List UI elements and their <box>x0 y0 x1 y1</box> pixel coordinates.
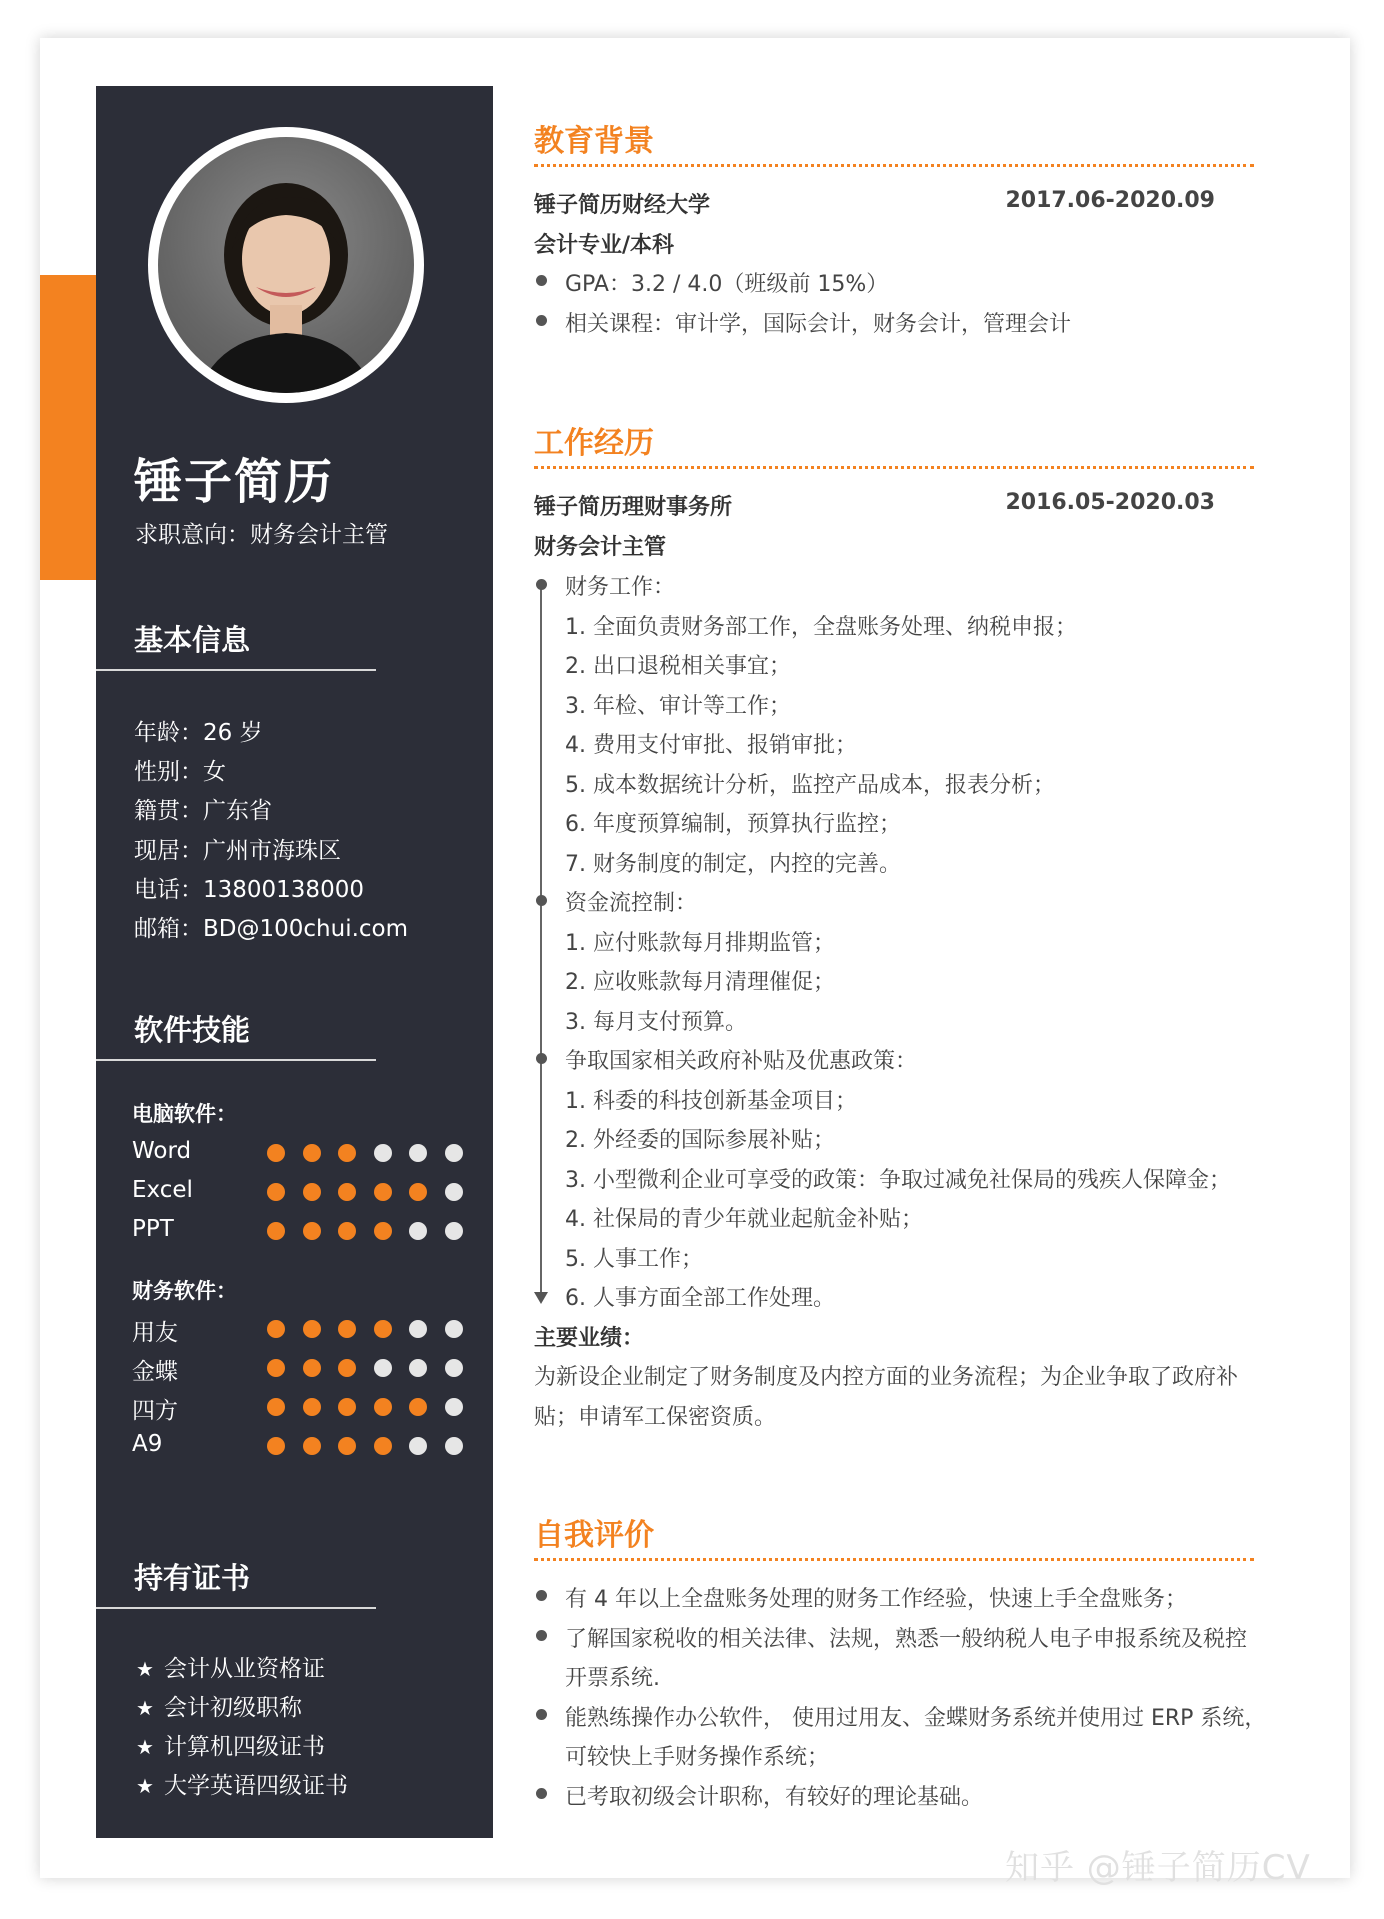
work-line: 5. 成本数据统计分析，监控产品成本，报表分析； <box>565 773 1055 798</box>
achievement-text: 为新设企业制定了财务制度及内控方面的业务流程；为企业争取了政府补 <box>534 1365 1239 1390</box>
skill-row <box>132 1314 462 1344</box>
rating-dot-empty <box>445 1222 463 1240</box>
skill-rating <box>267 1437 467 1457</box>
skill-name: 用友 <box>132 1320 178 1346</box>
bullet-dot <box>536 275 547 286</box>
rating-dot-filled <box>338 1398 356 1416</box>
major: 会计专业/本科 <box>534 233 675 258</box>
rating-dot-filled <box>374 1398 392 1416</box>
skill-name: 金蝶 <box>132 1359 178 1385</box>
resume-page <box>40 38 1350 1878</box>
self-eval-heading: 自我评价 <box>534 1518 654 1553</box>
work-line: 资金流控制： <box>565 891 698 916</box>
star-icon: ★ <box>136 1735 154 1759</box>
skill-name: A9 <box>132 1431 163 1457</box>
rating-dot-empty <box>445 1320 463 1338</box>
work-line: 4. 费用支付审批、报销审批； <box>565 733 857 758</box>
rating-dot-filled <box>267 1144 285 1162</box>
rating-dot-empty <box>374 1359 392 1377</box>
skill-rating <box>267 1222 467 1242</box>
bullet-dot <box>536 1709 547 1720</box>
education-bullet: 相关课程：审计学，国际会计，财务会计，管理会计 <box>565 312 1072 337</box>
job-role: 财务会计主管 <box>534 535 667 560</box>
rating-dot-filled <box>338 1183 356 1201</box>
rating-dot-filled <box>374 1320 392 1338</box>
finance-software-label: 财务软件： <box>132 1279 237 1303</box>
rating-dot-filled <box>267 1183 285 1201</box>
work-line: 5. 人事工作； <box>565 1247 703 1272</box>
rating-dot-empty <box>374 1144 392 1162</box>
work-line: 3. 每月支付预算。 <box>565 1010 747 1035</box>
skill-row <box>132 1392 462 1422</box>
rating-dot-filled <box>303 1437 321 1455</box>
rating-dot-filled <box>267 1398 285 1416</box>
cert-item: ★ 计算机四级证书 <box>136 1734 325 1760</box>
info-gender: 性别：女 <box>134 759 226 785</box>
certs-heading: 持有证书 <box>134 1561 251 1595</box>
skill-name: 四方 <box>132 1398 178 1424</box>
info-phone: 电话：13800138000 <box>134 877 364 903</box>
school-name: 锤子简历财经大学 <box>534 193 711 218</box>
skill-row <box>132 1216 462 1246</box>
rating-dot-filled <box>303 1320 321 1338</box>
info-hometown: 籍贯：广东省 <box>134 798 272 824</box>
skills-divider <box>96 1059 376 1061</box>
rating-dot-filled <box>303 1183 321 1201</box>
work-line: 1. 全面负责财务部工作，全盘账务处理、纳税申报； <box>565 615 1077 640</box>
work-line: 2. 应收账款每月清理催促； <box>565 970 835 995</box>
rating-dot-empty <box>445 1144 463 1162</box>
timeline-line <box>540 580 542 1294</box>
rating-dot-empty <box>409 1144 427 1162</box>
info-residence: 现居：广州市海珠区 <box>134 838 341 864</box>
rating-dot-filled <box>267 1222 285 1240</box>
education-heading: 教育背景 <box>534 124 654 159</box>
skill-name: Word <box>132 1138 192 1164</box>
star-icon: ★ <box>136 1657 154 1681</box>
info-age: 年龄：26 岁 <box>134 720 263 746</box>
work-line: 3. 小型微利企业可享受的政策：争取过减免社保局的残疾人保障金； <box>565 1168 1231 1193</box>
self-eval-line: 了解国家税收的相关法律、法规，熟悉一般纳税人电子申报系统及税控 <box>565 1627 1248 1652</box>
star-icon: ★ <box>136 1696 154 1720</box>
work-line: 1. 应付账款每月排期监管； <box>565 931 835 956</box>
bullet-dot <box>536 1590 547 1601</box>
self-eval-line: 开票系统. <box>565 1666 660 1691</box>
work-dotted-rule <box>534 466 1254 469</box>
rating-dot-empty <box>409 1320 427 1338</box>
work-line: 6. 年度预算编制，预算执行监控； <box>565 812 901 837</box>
rating-dot-filled <box>267 1320 285 1338</box>
rating-dot-empty <box>445 1183 463 1201</box>
rating-dot-filled <box>409 1398 427 1416</box>
rating-dot-filled <box>338 1222 356 1240</box>
job-intent: 求职意向：财务会计主管 <box>135 522 388 548</box>
skill-rating <box>267 1398 467 1418</box>
self-eval-line: 能熟练操作办公软件， 使用过用友、金蝶财务系统并使用过 ERP 系统， <box>565 1706 1267 1731</box>
rating-dot-empty <box>445 1398 463 1416</box>
skill-rating <box>267 1359 467 1379</box>
self-eval-line: 有 4 年以上全盘账务处理的财务工作经验，快速上手全盘账务； <box>565 1587 1187 1612</box>
education-date: 2017.06-2020.09 <box>1005 188 1215 213</box>
education-bullet: GPA：3.2 / 4.0（班级前 15%） <box>565 272 889 297</box>
candidate-name: 锤子简历 <box>134 454 335 510</box>
rating-dot-filled <box>338 1359 356 1377</box>
rating-dot-filled <box>303 1222 321 1240</box>
skill-name: Excel <box>132 1177 193 1203</box>
rating-dot-empty <box>409 1222 427 1240</box>
work-line: 3. 年检、审计等工作； <box>565 694 791 719</box>
rating-dot-filled <box>338 1320 356 1338</box>
skill-rating <box>267 1320 467 1340</box>
self-eval-line: 已考取初级会计职称，有较好的理论基础。 <box>565 1785 984 1810</box>
rating-dot-filled <box>303 1359 321 1377</box>
bullet-dot <box>536 1630 547 1641</box>
work-line: 财务工作： <box>565 575 676 600</box>
timeline-node <box>536 1053 547 1064</box>
work-date: 2016.05-2020.03 <box>1005 490 1215 515</box>
timeline-node <box>536 895 547 906</box>
work-line: 2. 出口退税相关事宜； <box>565 654 791 679</box>
certs-divider <box>96 1607 376 1609</box>
rating-dot-filled <box>374 1183 392 1201</box>
computer-software-label: 电脑软件： <box>132 1102 237 1126</box>
rating-dot-filled <box>303 1144 321 1162</box>
profile-photo <box>148 127 424 403</box>
rating-dot-filled <box>338 1437 356 1455</box>
cert-item: ★ 大学英语四级证书 <box>136 1773 348 1799</box>
skills-heading: 软件技能 <box>134 1013 251 1047</box>
rating-dot-empty <box>445 1437 463 1455</box>
info-email: 邮箱：BD@100chui.com <box>134 916 409 942</box>
education-dotted-rule <box>534 164 1254 167</box>
skill-rating <box>267 1144 467 1164</box>
company-name: 锤子简历理财事务所 <box>534 495 733 520</box>
achievement-text: 贴；申请军工保密资质。 <box>534 1405 777 1430</box>
rating-dot-filled <box>409 1183 427 1201</box>
skill-row <box>132 1431 462 1461</box>
work-line: 2. 外经委的国际参展补贴； <box>565 1128 835 1153</box>
cert-item: ★ 会计初级职称 <box>136 1695 302 1721</box>
rating-dot-filled <box>374 1437 392 1455</box>
skill-row <box>132 1138 462 1168</box>
star-icon: ★ <box>136 1774 154 1798</box>
skill-row <box>132 1177 462 1207</box>
rating-dot-empty <box>409 1359 427 1377</box>
work-line: 7. 财务制度的制定，内控的完善。 <box>565 852 901 877</box>
rating-dot-filled <box>267 1437 285 1455</box>
person-portrait-icon <box>158 137 414 393</box>
rating-dot-filled <box>374 1222 392 1240</box>
skill-row <box>132 1353 462 1383</box>
rating-dot-filled <box>338 1144 356 1162</box>
bullet-dot <box>536 1788 547 1799</box>
cert-item: ★ 会计从业资格证 <box>136 1656 325 1682</box>
work-line: 4. 社保局的青少年就业起航金补贴； <box>565 1207 923 1232</box>
skill-name: PPT <box>132 1216 174 1242</box>
skill-rating <box>267 1183 467 1203</box>
rating-dot-empty <box>409 1437 427 1455</box>
achievement-label: 主要业绩： <box>534 1326 645 1351</box>
rating-dot-empty <box>445 1359 463 1377</box>
work-line: 6. 人事方面全部工作处理。 <box>565 1286 835 1311</box>
watermark: 知乎 @锤子简历CV <box>1005 1848 1311 1888</box>
work-heading: 工作经历 <box>534 426 654 461</box>
rating-dot-filled <box>267 1359 285 1377</box>
basic-info-heading: 基本信息 <box>134 623 251 657</box>
rating-dot-filled <box>303 1398 321 1416</box>
self-eval-line: 可较快上手财务操作系统； <box>565 1745 830 1770</box>
timeline-node <box>536 579 547 590</box>
work-line: 1. 科委的科技创新基金项目； <box>565 1089 857 1114</box>
timeline-arrow-icon <box>534 1292 548 1304</box>
basic-info-divider <box>96 669 376 671</box>
work-line: 争取国家相关政府补贴及优惠政策： <box>565 1049 918 1074</box>
self-eval-dotted-rule <box>534 1558 1254 1561</box>
bullet-dot <box>536 315 547 326</box>
